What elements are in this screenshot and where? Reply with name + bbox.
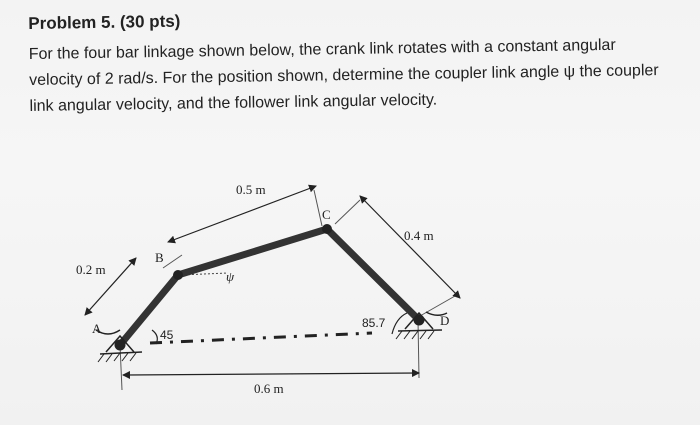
crank-length-label: 0.2 m xyxy=(76,262,106,277)
joint-a-pin xyxy=(115,340,126,351)
joint-a-label: A xyxy=(92,321,102,336)
joint-b-pin xyxy=(173,270,183,280)
problem-line-3: link angular velocity, and the follower link angular velocity. xyxy=(29,91,438,115)
joint-c-pin xyxy=(322,224,332,234)
psi-angle-label: ψ xyxy=(226,269,235,284)
joint-c-label: C xyxy=(322,207,331,222)
ground-dimension-arrow xyxy=(123,373,419,375)
joint-d-label: D xyxy=(440,313,450,328)
coupler-link xyxy=(178,229,327,275)
follower-length-label: 0.4 m xyxy=(404,228,434,243)
coupler-length-label: 0.5 m xyxy=(236,182,266,197)
follower-angle-label: 85.7 xyxy=(362,316,386,330)
joint-d-pin xyxy=(414,315,425,326)
follower-dimension-arrow xyxy=(360,196,460,298)
crank-angle-label: 45 xyxy=(160,328,174,342)
problem-title: Problem 5. (30 pts) xyxy=(28,11,181,33)
ground-reference-line xyxy=(150,333,372,343)
problem-line-1: For the four bar linkage shown below, the crank link rotates with a constant angular xyxy=(28,36,616,63)
extension-lines xyxy=(120,190,455,390)
joint-b-label: B xyxy=(155,250,164,265)
ground-length-label: 0.6 m xyxy=(254,381,284,396)
problem-line-2: velocity of 2 rad/s. For the position shown, determine the coupler link angle ψ the coupler xyxy=(29,62,659,89)
